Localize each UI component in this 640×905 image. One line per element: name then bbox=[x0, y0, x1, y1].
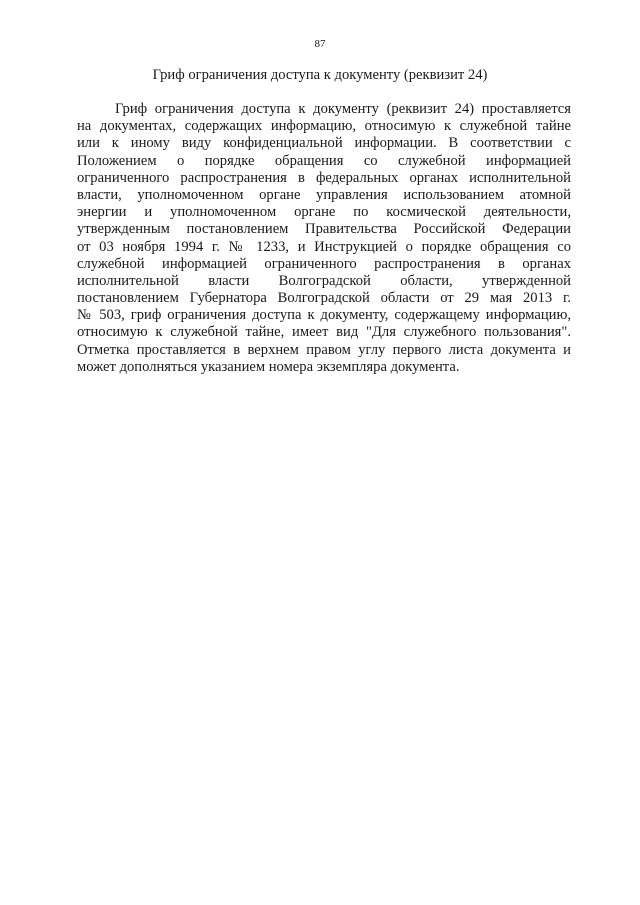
paragraph-line: от 03 ноября 1994 г. № 1233, и Инструкцией о порядке обращения со bbox=[77, 238, 571, 255]
paragraph-line: утвержденным постановлением Правительства Российской Федерации bbox=[77, 221, 571, 238]
page-number: 87 bbox=[314, 38, 326, 50]
paragraph-line: может дополняться указанием номера экземпляра документа. bbox=[77, 358, 460, 375]
paragraph-line: постановлением Губернатора Волгоградской области от 29 мая 2013 г. bbox=[77, 290, 571, 307]
paragraph-line: относимую к служебной тайне, имеет вид "Для служебного пользования". bbox=[77, 324, 571, 341]
paragraph-line: № 503, гриф ограничения доступа к документу, содержащему информацию, bbox=[77, 307, 571, 324]
paragraph-line: или к иному виду конфиденциальной информации. В соответствии с bbox=[77, 135, 571, 152]
paragraph-line: служебной информацией ограниченного распространения в органах bbox=[77, 255, 571, 272]
paragraph-line: власти, уполномоченном органе управления использованием атомной bbox=[77, 186, 571, 203]
paragraph-line: на документах, содержащих информацию, относимую к служебной тайне bbox=[77, 118, 571, 135]
paragraph-line: Положением о порядке обращения со служебной информацией bbox=[77, 152, 571, 169]
paragraph-line: ограниченного распространения в федеральных органах исполнительной bbox=[77, 169, 571, 186]
paragraph-line: Отметка проставляется в верхнем правом углу первого листа документа и bbox=[77, 341, 571, 358]
section-heading: Гриф ограничения доступа к документу (реквизит 24) bbox=[152, 67, 488, 83]
paragraph-line: энергии и уполномоченном органе по космической деятельности, bbox=[77, 204, 571, 221]
paragraph-line: исполнительной власти Волгоградской области, утвержденной bbox=[77, 272, 571, 289]
paragraph-line: Гриф ограничения доступа к документу (реквизит 24) проставляется bbox=[115, 101, 571, 117]
body-paragraph bbox=[77, 101, 571, 376]
